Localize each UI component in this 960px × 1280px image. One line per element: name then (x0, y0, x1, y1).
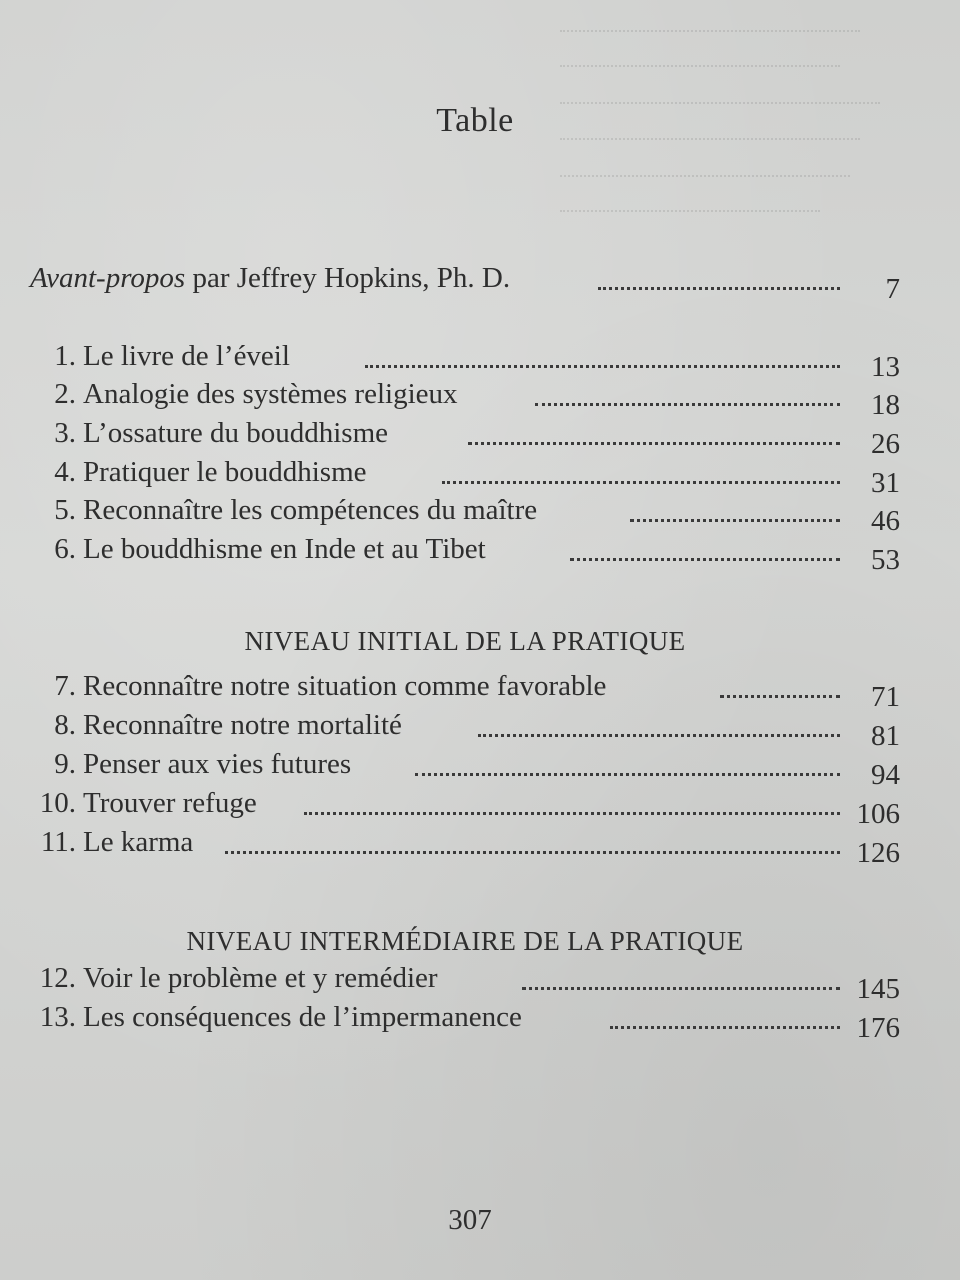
chapter-number: 13. (39, 1001, 76, 1033)
chapter-title: Voir le problème et y remédier (83, 962, 438, 994)
chapter-number: 2. (54, 378, 76, 410)
foreword-label-rest: par Jeffrey Hopkins, Ph. D. (185, 262, 511, 294)
dot-leader (610, 1024, 840, 1029)
chapter-number: 12. (39, 962, 76, 994)
chapter-title: Analogie des systèmes religieux (83, 378, 458, 410)
page-number: 145 (856, 973, 900, 1005)
page-number: 13 (871, 351, 900, 383)
chapter-number: 6. (54, 533, 76, 565)
chapter-number: 11. (40, 826, 76, 858)
toc-entry (30, 413, 900, 460)
dot-leader (468, 440, 840, 445)
section-heading-initial: NIVEAU INITIAL DE LA PRATIQUE (244, 626, 686, 656)
chapter-title: Reconnaître les compétences du maître (83, 494, 538, 526)
toc-entry-label (30, 258, 510, 298)
dot-leader (478, 732, 840, 737)
toc-entry (30, 490, 900, 537)
dot-leader (304, 810, 840, 815)
toc-entry (30, 705, 900, 752)
dot-leader (598, 285, 840, 290)
chapter-title: Le livre de l’éveil (83, 340, 290, 372)
dot-leader (225, 849, 840, 854)
chapter-title: L’ossature du bouddhisme (83, 417, 389, 449)
chapter-number: 3. (54, 417, 76, 449)
chapter-number: 5. (54, 494, 76, 526)
chapter-number: 4. (54, 456, 76, 488)
chapter-title: Pratiquer le bouddhisme (83, 456, 367, 488)
toc-entry (30, 822, 900, 869)
page-number: 94 (871, 759, 900, 791)
page-number: 81 (871, 720, 900, 752)
page-number: 26 (871, 428, 900, 460)
foreword-label-italic: Avant-propos (30, 262, 186, 294)
page-number: 18 (871, 389, 900, 421)
chapter-number: 8. (54, 709, 76, 741)
page-number: 71 (871, 681, 900, 713)
dot-leader (720, 693, 840, 698)
page-number: 106 (856, 798, 900, 830)
chapter-title: Trouver refuge (83, 787, 257, 819)
chapter-title: Le karma (83, 826, 194, 858)
dot-leader (365, 363, 840, 368)
chapter-number: 10. (39, 787, 76, 819)
toc-entry (30, 997, 900, 1044)
dot-leader (535, 401, 840, 406)
chapter-title: Le bouddhisme en Inde et au Tibet (83, 533, 486, 565)
page-number: 31 (871, 467, 900, 499)
section-heading-intermediate: NIVEAU INTERMÉDIAIRE DE LA PRATIQUE (186, 926, 744, 956)
chapter-number: 9. (54, 748, 76, 780)
page-title: Table (436, 102, 514, 139)
chapter-number: 7. (54, 670, 76, 702)
chapter-title: Penser aux vies futures (83, 748, 352, 780)
toc-entry (30, 744, 900, 791)
toc-entry (30, 374, 900, 421)
dot-leader (630, 517, 840, 522)
chapter-title: Reconnaître notre situation comme favorable (83, 670, 607, 702)
dot-leader (442, 479, 840, 484)
toc-entry (30, 666, 900, 713)
page-number: 46 (871, 505, 900, 537)
chapter-title: Les conséquences de l’impermanence (83, 1001, 522, 1033)
page-number: 176 (856, 1012, 900, 1044)
toc-entry (30, 958, 900, 1005)
chapter-title: Reconnaître notre mortalité (83, 709, 402, 741)
page-number: 53 (871, 544, 900, 576)
toc-entry-foreword (30, 258, 900, 305)
chapter-number: 1. (54, 340, 76, 372)
toc-entry (30, 336, 900, 383)
page-number-folio: 307 (448, 1204, 492, 1236)
page-number: 126 (856, 837, 900, 869)
page-number: 7 (885, 273, 900, 305)
dot-leader (415, 771, 840, 776)
dot-leader (522, 985, 840, 990)
dot-leader (570, 556, 840, 561)
toc-entry (30, 529, 900, 576)
toc-entry (30, 452, 900, 499)
toc-entry (30, 783, 900, 830)
